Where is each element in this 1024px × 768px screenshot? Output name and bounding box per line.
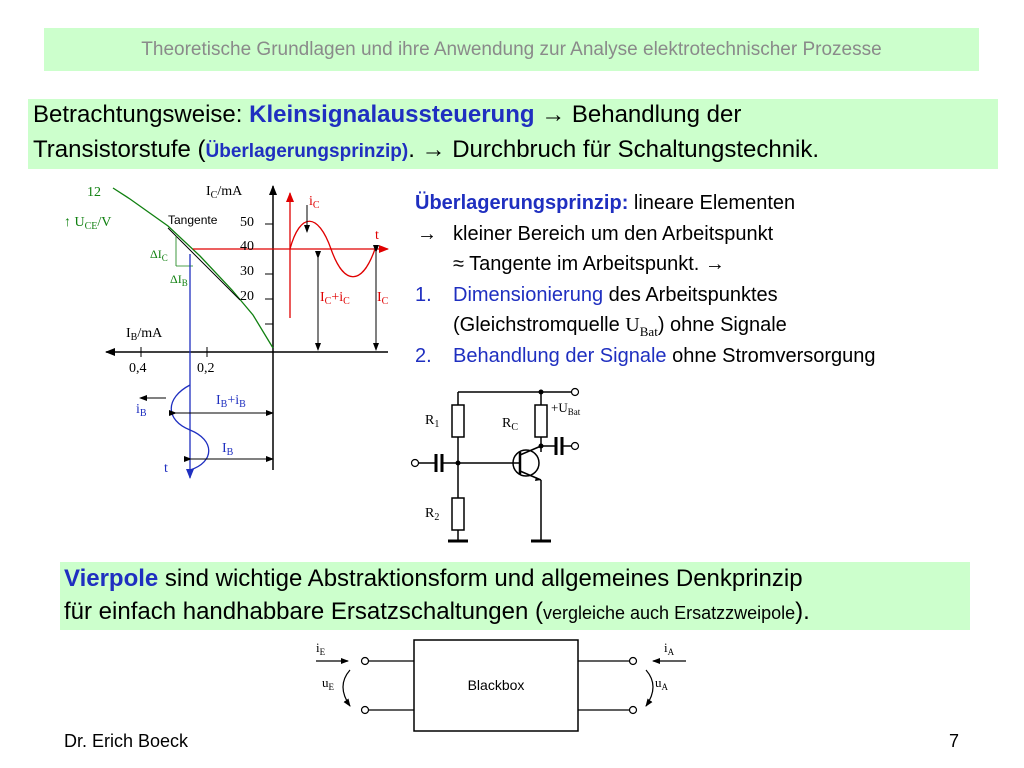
intro-line-1 [33, 101, 741, 129]
vierpole-box [60, 562, 970, 630]
ua-label: $u_A$ [655, 675, 668, 692]
principle-line-2 [415, 219, 1005, 250]
ic-signal-label: $i_C$ [309, 194, 320, 211]
input-terminal-top [362, 658, 369, 665]
vierpole-term: Vierpole [64, 565, 159, 592]
ua-arrow [646, 670, 653, 706]
blackbox-label: Blackbox [467, 677, 525, 693]
characteristic-graph [50, 178, 410, 488]
ic-dc-label: $I_C$ [377, 290, 389, 307]
vierpole-l2-a: für einfach handhabbare Ersatzschaltungen ( [64, 598, 543, 625]
item1-term: Dimensionierung [453, 283, 604, 306]
item1-rest: des Arbeitspunktes [603, 283, 778, 306]
vierpole-line-2 [64, 598, 810, 626]
principle-line-3 [415, 249, 1005, 280]
principle-heading [415, 188, 1005, 219]
rc-label: $R_C$ [502, 416, 519, 433]
ia-label: $i_A$ [664, 640, 675, 657]
item2-rest: ohne Stromversorgung [666, 344, 876, 367]
ue-arrow [343, 670, 350, 706]
ic-axis-label: $I_C/mA$ [206, 184, 243, 201]
transistor-circuit [410, 385, 610, 547]
intro-prefix: Betrachtungsweise: [33, 101, 250, 128]
output-terminal-top [630, 658, 637, 665]
delta-ic-label: $\Delta I_C$ [150, 247, 168, 263]
resistor-r2 [452, 498, 464, 530]
intro-l2-suffix: . → Durchbruch für Schaltungstechnik. [408, 136, 820, 163]
ue-label: $u_E$ [322, 675, 334, 692]
vierpole-line-1 [64, 565, 803, 593]
ic-sum-label: $I_C+i_C$ [320, 290, 350, 307]
intro-term: Kleinsignalaussteuerung [249, 101, 535, 128]
output-terminal [572, 443, 579, 450]
blackbox-diagram [300, 632, 700, 732]
principle-term-rest: lineare Elementen [628, 192, 796, 214]
arrow-glyph: → [417, 222, 437, 245]
resistor-r1 [452, 405, 464, 437]
input-terminal-bottom [362, 707, 369, 714]
ib-axis-label: $I_B/mA$ [126, 326, 163, 343]
supply-terminal [572, 389, 579, 396]
header-title: Theoretische Grundlagen und ihre Anwendung zur Analyse elektrotechnischer Prozesse [141, 39, 882, 60]
principle-line2-text: kleiner Bereich um den Arbeitspunkt [453, 222, 774, 245]
list-item-2 [415, 341, 1005, 372]
item1-line2-sub: Bat [639, 324, 658, 339]
list-item-1-line-2 [415, 310, 1005, 341]
ic-ticks [265, 224, 273, 324]
intro-box [28, 99, 998, 169]
ic-tick-20: 20 [240, 289, 254, 304]
vierpole-l2-small: vergleiche auch Ersatzzweipole [542, 603, 796, 623]
ubat-label: $+U_{Bat}$ [551, 400, 581, 417]
ic-tick-30: 30 [240, 264, 254, 279]
ib-signal-label: $i_B$ [136, 402, 147, 419]
principle-term: Überlagerungsprinzip: [415, 192, 629, 214]
input-terminal [412, 460, 419, 467]
intro-suffix: → Behandlung der [534, 101, 742, 128]
vierpole-l1-rest: sind wichtige Abstraktionsform und allgemeines Denkprinzip [158, 565, 803, 592]
ib-tick-0-4: 0,4 [129, 361, 147, 376]
intro-line-2 [33, 136, 819, 164]
tangent-line [168, 228, 240, 300]
intro-l2-term: Überlagerungsprinzip) [205, 141, 409, 162]
r2-label: $R_2$ [425, 506, 440, 523]
t-top-label: t [375, 228, 379, 243]
uce-label: ↑ $U_{CE}/V$ [64, 215, 112, 232]
list-item-1 [415, 280, 1005, 311]
tangent-label: Tangente [168, 213, 218, 227]
ic-tick-40: 40 [240, 239, 254, 254]
principle-line3-text: ≈ Tangente im Arbeitspunkt. → [453, 253, 725, 275]
intro-l2-prefix: Transistorstufe ( [33, 136, 206, 163]
item2-term: Behandlung der Signale [453, 344, 667, 367]
footer-author: Dr. Erich Boeck [64, 731, 189, 751]
delta-ib-label: $\Delta I_B$ [170, 272, 188, 288]
r1-label: $R_1$ [425, 413, 440, 430]
ie-label: $i_E$ [316, 640, 326, 657]
ib-dc-label: $I_B$ [222, 441, 234, 458]
resistor-rc [535, 405, 547, 437]
ic-tick-50: 50 [240, 215, 254, 230]
ib-tick-0-2: 0,2 [197, 361, 215, 376]
header-bar [44, 28, 979, 71]
item1-line2-b: ) ohne Signale [657, 314, 787, 336]
item1-number: 1. [415, 283, 432, 306]
output-terminal-bottom [630, 707, 637, 714]
item1-line2-u: U [625, 314, 640, 336]
t-bottom-label: t [164, 461, 168, 476]
page-number: 7 [949, 731, 960, 751]
ib-sum-label: $I_B+i_B$ [216, 393, 246, 410]
item1-line2-a: (Gleichstromquelle [453, 314, 626, 336]
principle-list [415, 188, 1005, 371]
vierpole-l2-b: ). [795, 598, 810, 625]
uce-value: 12 [87, 185, 101, 200]
item2-number: 2. [415, 344, 432, 367]
